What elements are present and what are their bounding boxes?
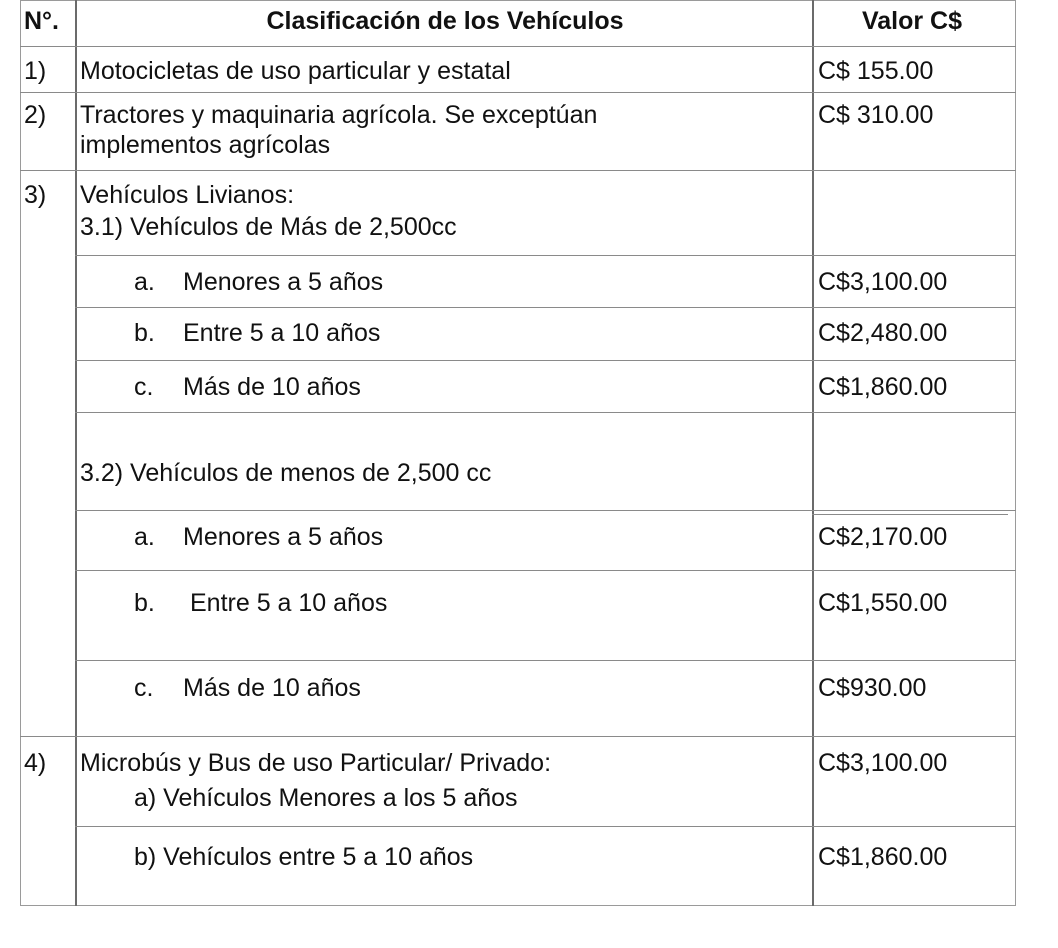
- row-letter: a.: [134, 268, 155, 296]
- row-value: C$2,480.00: [818, 319, 948, 347]
- row-divider: [20, 46, 1016, 47]
- row-divider: [75, 255, 1016, 256]
- row-letter: c.: [134, 373, 154, 401]
- column-divider-value: [812, 0, 814, 906]
- row-value: C$3,100.00: [818, 749, 948, 777]
- row-letter: c.: [134, 674, 154, 702]
- row-value: C$930.00: [818, 674, 927, 702]
- header-number: N°.: [24, 7, 59, 35]
- row-classification: Entre 5 a 10 años: [183, 319, 381, 347]
- row-divider: [75, 570, 1016, 571]
- row-classification: Más de 10 años: [183, 674, 361, 702]
- row-subheading: 3.2) Vehículos de menos de 2,500 cc: [80, 459, 492, 487]
- row-subheading: 3.1) Vehículos de Más de 2,500cc: [80, 213, 457, 241]
- column-divider-no: [75, 0, 77, 906]
- row-classification: Motocicletas de uso particular y estatal: [80, 57, 511, 85]
- row-value: C$1,550.00: [818, 589, 948, 617]
- row-divider: [20, 92, 1016, 93]
- row-classification: Menores a 5 años: [183, 523, 384, 551]
- row-value: C$ 155.00: [818, 57, 934, 85]
- row-divider: [75, 307, 1016, 308]
- row-classification: Tractores y maquinaria agrícola. Se exceptúan: [80, 101, 598, 129]
- header-classification: Clasificación de los Vehículos: [266, 7, 624, 35]
- row-classification: Más de 10 años: [183, 373, 361, 401]
- row-value: C$3,100.00: [818, 268, 948, 296]
- header-value: Valor C$: [861, 7, 963, 35]
- row-classification-cont: implementos agrícolas: [80, 131, 331, 159]
- row-classification-cont: a) Vehículos Menores a los 5 años: [134, 784, 518, 812]
- row-classification: b) Vehículos entre 5 a 10 años: [134, 843, 474, 871]
- row-value: C$1,860.00: [818, 843, 948, 871]
- row-number: 4): [24, 749, 47, 777]
- row-classification: Microbús y Bus de uso Particular/ Privado:: [80, 749, 552, 777]
- row-divider: [20, 736, 1016, 737]
- row-letter: b.: [134, 319, 155, 347]
- row-letter: a.: [134, 523, 155, 551]
- row-classification: Menores a 5 años: [183, 268, 384, 296]
- row-divider: [20, 170, 1016, 171]
- row-divider: [812, 514, 1008, 515]
- row-divider: [75, 360, 1016, 361]
- row-number: 1): [24, 57, 47, 85]
- row-classification: Vehículos Livianos:: [80, 181, 295, 209]
- row-divider: [75, 412, 1016, 413]
- row-number: 2): [24, 101, 47, 129]
- row-value: C$2,170.00: [818, 523, 948, 551]
- row-letter: b.: [134, 589, 155, 617]
- row-divider: [75, 510, 1016, 511]
- row-classification: Entre 5 a 10 años: [190, 589, 388, 617]
- row-divider: [75, 826, 1016, 827]
- vehicle-classification-table: [20, 0, 1016, 906]
- row-value: C$ 310.00: [818, 101, 934, 129]
- row-number: 3): [24, 181, 47, 209]
- row-divider: [75, 660, 1016, 661]
- row-value: C$1,860.00: [818, 373, 948, 401]
